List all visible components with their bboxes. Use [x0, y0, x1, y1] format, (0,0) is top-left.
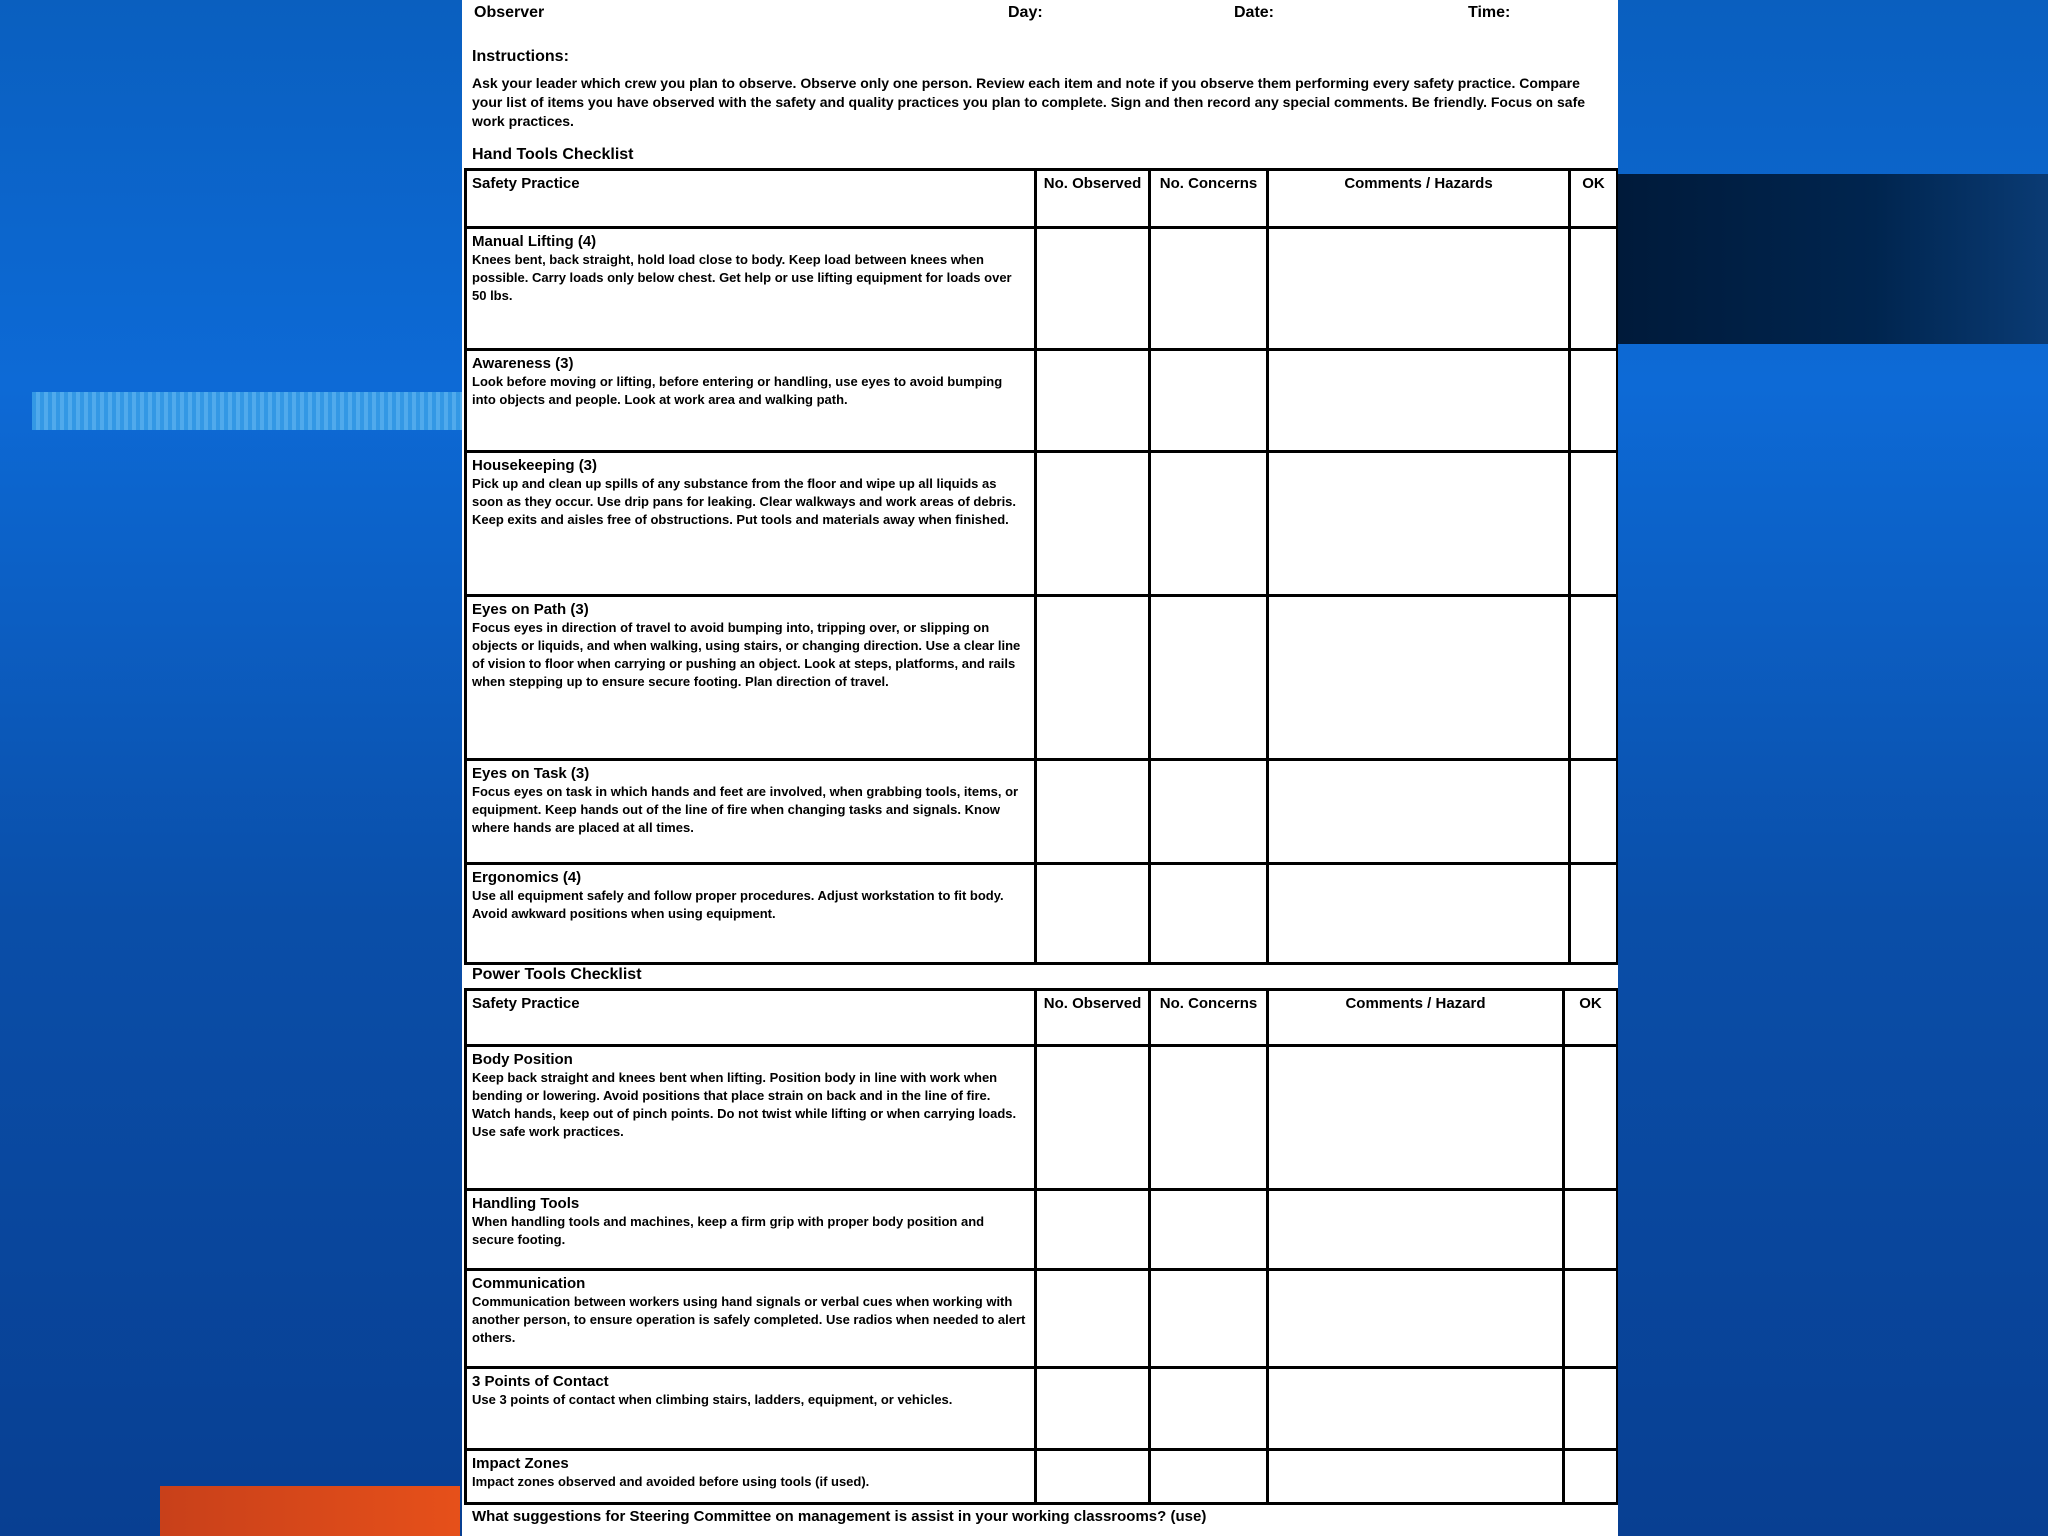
comments-cell[interactable] [1268, 1270, 1564, 1368]
practice-name: Ergonomics (4) [472, 869, 582, 886]
decorative-dark-band [1616, 174, 2048, 344]
concern-cell[interactable] [1150, 228, 1268, 350]
col-header-observed: No. Observed [1036, 990, 1150, 1046]
practice-name: Housekeeping (3) [472, 457, 598, 474]
ok-cell[interactable] [1570, 760, 1618, 864]
table-row [466, 1450, 1618, 1504]
instructions-text: Ask your leader which crew you plan to observe. Observe only one person. Review each item and note if you observe them performing every safety practice. Compare your list of items you have observed with the safety and quality practices you plan to complete. Sign and then record any special comments. Be friendly. Focus on safe work practices. [472, 75, 1586, 129]
practice-desc: Focus eyes on task in which hands and feet are involved, when grabbing tools, items, or equipment. Keep hands out of the line of fire when changing tasks and signals. Know where hands are placed at all times. [472, 784, 1019, 835]
concern-cell[interactable] [1150, 1190, 1268, 1270]
ok-cell[interactable] [1570, 596, 1618, 760]
practice-desc: Look before moving or lifting, before entering or handling, use eyes to avoid bumping into objects and people. Look at work area and walking path. [472, 374, 1003, 407]
table-row [466, 760, 1618, 864]
observed-cell[interactable] [1036, 864, 1150, 964]
concern-cell[interactable] [1150, 1368, 1268, 1450]
practice-desc: Use 3 points of contact when climbing stairs, ladders, equipment, or vehicles. [472, 1392, 953, 1407]
comments-cell[interactable] [1268, 1450, 1564, 1504]
practice-cell [466, 1190, 1036, 1270]
decorative-red-bar [160, 1486, 460, 1536]
ok-cell[interactable] [1564, 1046, 1618, 1190]
practice-desc: Focus eyes in direction of travel to avoid bumping into, tripping over, or slipping on objects or liquids, and when walking, using stairs, or changing direction. Use a clear line of vision to floor when carrying or pushing an object. Look at steps, platforms, and rails when stepping up to ensure secure footing. Plan direction of travel. [472, 620, 1021, 689]
comments-cell[interactable] [1268, 228, 1570, 350]
col-header-concern: No. Concerns [1150, 990, 1268, 1046]
decorative-stripe [32, 392, 462, 430]
practice-name: Awareness (3) [472, 355, 574, 372]
concern-cell[interactable] [1150, 1046, 1268, 1190]
concern-cell[interactable] [1150, 1450, 1268, 1504]
comments-cell[interactable] [1268, 1046, 1564, 1190]
checklist-sheet [462, 0, 1618, 1536]
practice-cell [466, 452, 1036, 596]
practice-cell [466, 1270, 1036, 1368]
concern-cell[interactable] [1150, 864, 1268, 964]
practice-cell [466, 760, 1036, 864]
col-header-practice: Safety Practice [466, 990, 1036, 1046]
ok-cell[interactable] [1570, 350, 1618, 452]
practice-name: Handling Tools [472, 1195, 580, 1212]
practice-cell [466, 1046, 1036, 1190]
practice-cell [466, 228, 1036, 350]
table-row [466, 596, 1618, 760]
concern-cell[interactable] [1150, 452, 1268, 596]
practice-name: Eyes on Task (3) [472, 765, 590, 782]
header-row [474, 2, 1606, 26]
section-title-hand-tools: Hand Tools Checklist [472, 146, 634, 163]
observed-cell[interactable] [1036, 452, 1150, 596]
observer-label: Observer [474, 4, 545, 21]
col-header-ok: OK [1564, 990, 1618, 1046]
ok-cell[interactable] [1570, 864, 1618, 964]
table-row [466, 864, 1618, 964]
practice-name: Impact Zones [472, 1455, 569, 1472]
date-label: Date: [1234, 4, 1275, 21]
col-header-comments: Comments / Hazard [1268, 990, 1564, 1046]
practice-desc: Impact zones observed and avoided before using tools (if used). [472, 1474, 870, 1489]
practice-cell [466, 864, 1036, 964]
comments-cell[interactable] [1268, 864, 1570, 964]
instructions-title: Instructions: [472, 48, 569, 65]
col-header-comments: Comments / Hazards [1268, 170, 1570, 228]
practice-desc: Knees bent, back straight, hold load close to body. Keep load between knees when possible. Carry loads only below chest. Get help or use lifting equipment for loads over 50 lbs. [472, 252, 1012, 303]
table-row [466, 1190, 1618, 1270]
observed-cell[interactable] [1036, 1190, 1150, 1270]
table-row [466, 452, 1618, 596]
table-header-row [466, 170, 1618, 228]
practice-cell [466, 350, 1036, 452]
comments-cell[interactable] [1268, 1190, 1564, 1270]
ok-cell[interactable] [1564, 1450, 1618, 1504]
ok-cell[interactable] [1570, 452, 1618, 596]
footer-question: What suggestions for Steering Committee on management is assist in your working classrooms? (use) [472, 1508, 1207, 1525]
col-header-observed: No. Observed [1036, 170, 1150, 228]
practice-desc: Communication between workers using hand signals or verbal cues when working with another person, to ensure operation is safely completed. Use radios when needed to alert others. [472, 1294, 1026, 1345]
observed-cell[interactable] [1036, 350, 1150, 452]
practice-name: Manual Lifting (4) [472, 233, 597, 250]
comments-cell[interactable] [1268, 452, 1570, 596]
observed-cell[interactable] [1036, 1046, 1150, 1190]
hand-tools-table [464, 168, 1618, 965]
time-label: Time: [1468, 4, 1511, 21]
observed-cell[interactable] [1036, 228, 1150, 350]
table-row [466, 1368, 1618, 1450]
col-header-ok: OK [1570, 170, 1618, 228]
table-header-row [466, 990, 1618, 1046]
practice-cell [466, 1368, 1036, 1450]
day-label: Day: [1008, 4, 1043, 21]
practice-cell [466, 596, 1036, 760]
table-row [466, 1270, 1618, 1368]
table-row [466, 228, 1618, 350]
practice-desc: Keep back straight and knees bent when lifting. Position body in line with work when bending or lowering. Avoid positions that place strain on back and in the line of fire. Watch hands, keep out of pinch points. Do not twist while lifting or when carrying loads. Use safe work practices. [472, 1070, 1017, 1139]
practice-desc: Pick up and clean up spills of any substance from the floor and wipe up all liquids as soon as they occur. Use drip pans for leaking. Clear walkways and work areas of debris. Keep exits and aisles free of obstructions. Put tools and materials away when finished. [472, 476, 1017, 527]
col-header-practice: Safety Practice [466, 170, 1036, 228]
observed-cell[interactable] [1036, 760, 1150, 864]
practice-desc: Use all equipment safely and follow proper procedures. Adjust workstation to fit body. Avoid awkward positions when using equipment. [472, 888, 1004, 921]
concern-cell[interactable] [1150, 760, 1268, 864]
concern-cell[interactable] [1150, 350, 1268, 452]
table-row [466, 350, 1618, 452]
comments-cell[interactable] [1268, 760, 1570, 864]
concern-cell[interactable] [1150, 1270, 1268, 1368]
practice-desc: When handling tools and machines, keep a firm grip with proper body position and secure footing. [472, 1214, 985, 1247]
comments-cell[interactable] [1268, 1368, 1564, 1450]
practice-name: Eyes on Path (3) [472, 601, 589, 618]
practice-name: 3 Points of Contact [472, 1373, 609, 1390]
col-header-concern: No. Concerns [1150, 170, 1268, 228]
concern-cell[interactable] [1150, 596, 1268, 760]
observed-cell[interactable] [1036, 1270, 1150, 1368]
comments-cell[interactable] [1268, 350, 1570, 452]
power-tools-table [464, 988, 1618, 1505]
ok-cell[interactable] [1570, 228, 1618, 350]
practice-name: Communication [472, 1275, 586, 1292]
ok-cell[interactable] [1564, 1270, 1618, 1368]
ok-cell[interactable] [1564, 1190, 1618, 1270]
ok-cell[interactable] [1564, 1368, 1618, 1450]
practice-cell [466, 1450, 1036, 1504]
comments-cell[interactable] [1268, 596, 1570, 760]
observed-cell[interactable] [1036, 596, 1150, 760]
table-row [466, 1046, 1618, 1190]
observed-cell[interactable] [1036, 1450, 1150, 1504]
section-title-power-tools: Power Tools Checklist [472, 966, 642, 983]
practice-name: Body Position [472, 1051, 573, 1068]
observed-cell[interactable] [1036, 1368, 1150, 1450]
